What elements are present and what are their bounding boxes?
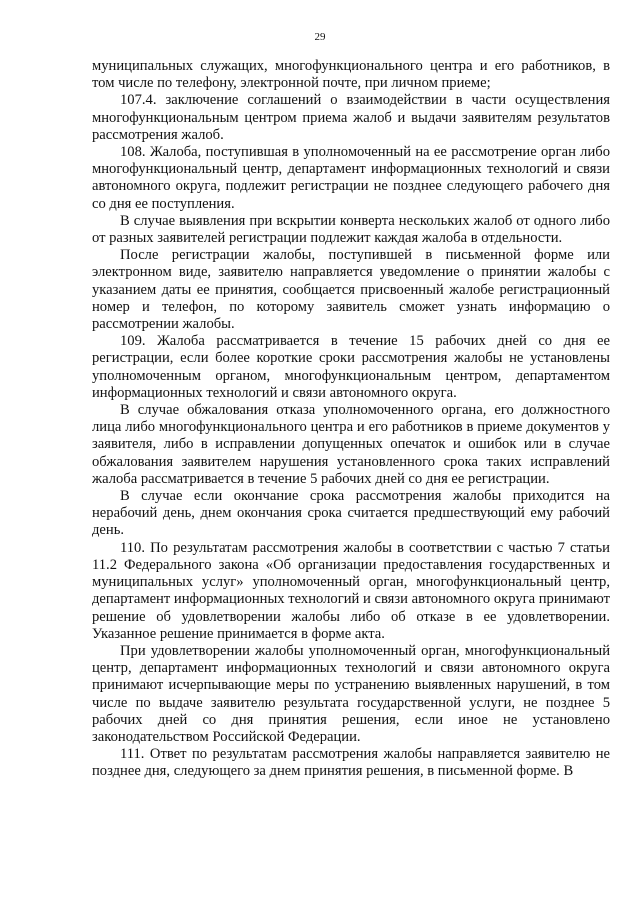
paragraph: 108. Жалоба, поступившая в уполномоченный на ее рассмотрение орган либо многофункциональный центр, департамент информационных технологий и связи автономного округа, подлежит регистрации не позднее следующего рабочего дня со дня ее поступления. <box>92 144 610 212</box>
paragraph: После регистрации жалобы, поступившей в письменной форме или электронном виде, заявителю направляется уведомление о принятии жалобы с указанием даты ее принятия, сообщается присвоенный жалобе регистрационный номер и телефон, по которому заявитель сможет узнать информацию о рассмотрении жалобы. <box>92 247 610 333</box>
paragraph: 111. Ответ по результатам рассмотрения жалобы направляется заявителю не позднее дня, следующего за днем принятия решения, в письменной форме. В <box>92 746 610 780</box>
paragraph: 107.4. заключение соглашений о взаимодействии в части осуществления многофункциональным центром приема жалоб и выдачи заявителям результатов рассмотрения жалоб. <box>92 92 610 143</box>
paragraph: 109. Жалоба рассматривается в течение 15 рабочих дней со дня ее регистрации, если более короткие сроки рассмотрения жалобы не установлены уполномоченным органом, многофункциональным центром, департаментом информационных технологий и связи автономного округа. <box>92 333 610 401</box>
paragraph: При удовлетворении жалобы уполномоченный орган, многофункциональный центр, департамент информационных технологий и связи автономного округа принимают исчерпывающие меры по устранению выявленных нарушений, в том числе по выдаче заявителю результата государственной услуги, не позднее 5 рабочих дней со дня принятия решения, если иное не установлено законодательством Российской Федерации. <box>92 642 610 745</box>
document-body <box>92 58 610 781</box>
paragraph: 110. По результатам рассмотрения жалобы в соответствии с частью 7 статьи 11.2 Федерального закона «Об организации предоставления государственных и муниципальных услуг» уполномоченный орган, многофункциональный центр, департамент информационных технологий и связи автономного округа принимают решение об удовлетворении жалобы либо об отказе в ее удовлетворении. Указанное решение принимается в форме акта. <box>92 539 610 642</box>
paragraph: муниципальных служащих, многофункционального центра и его работников, в том числе по телефону, электронной почте, при личном приеме; <box>92 58 610 92</box>
paragraph: В случае если окончание срока рассмотрения жалобы приходится на нерабочий день, днем окончания срока считается предшествующий ему рабочий день. <box>92 488 610 539</box>
page-number: 29 <box>314 31 326 43</box>
paragraph: В случае выявления при вскрытии конверта нескольких жалоб от одного либо от разных заявителей регистрации подлежит каждая жалоба в отдельности. <box>92 212 610 247</box>
paragraph: В случае обжалования отказа уполномоченного органа, его должностного лица либо многофункционального центра и его работников в приеме документов у заявителя, либо в исправлении допущенных опечаток и ошибок или в случае обжалования заявителем нарушения установленного срока таких исправлений жалоба рассматривается в течение 5 рабочих дней со дня ее регистрации. <box>92 402 610 487</box>
